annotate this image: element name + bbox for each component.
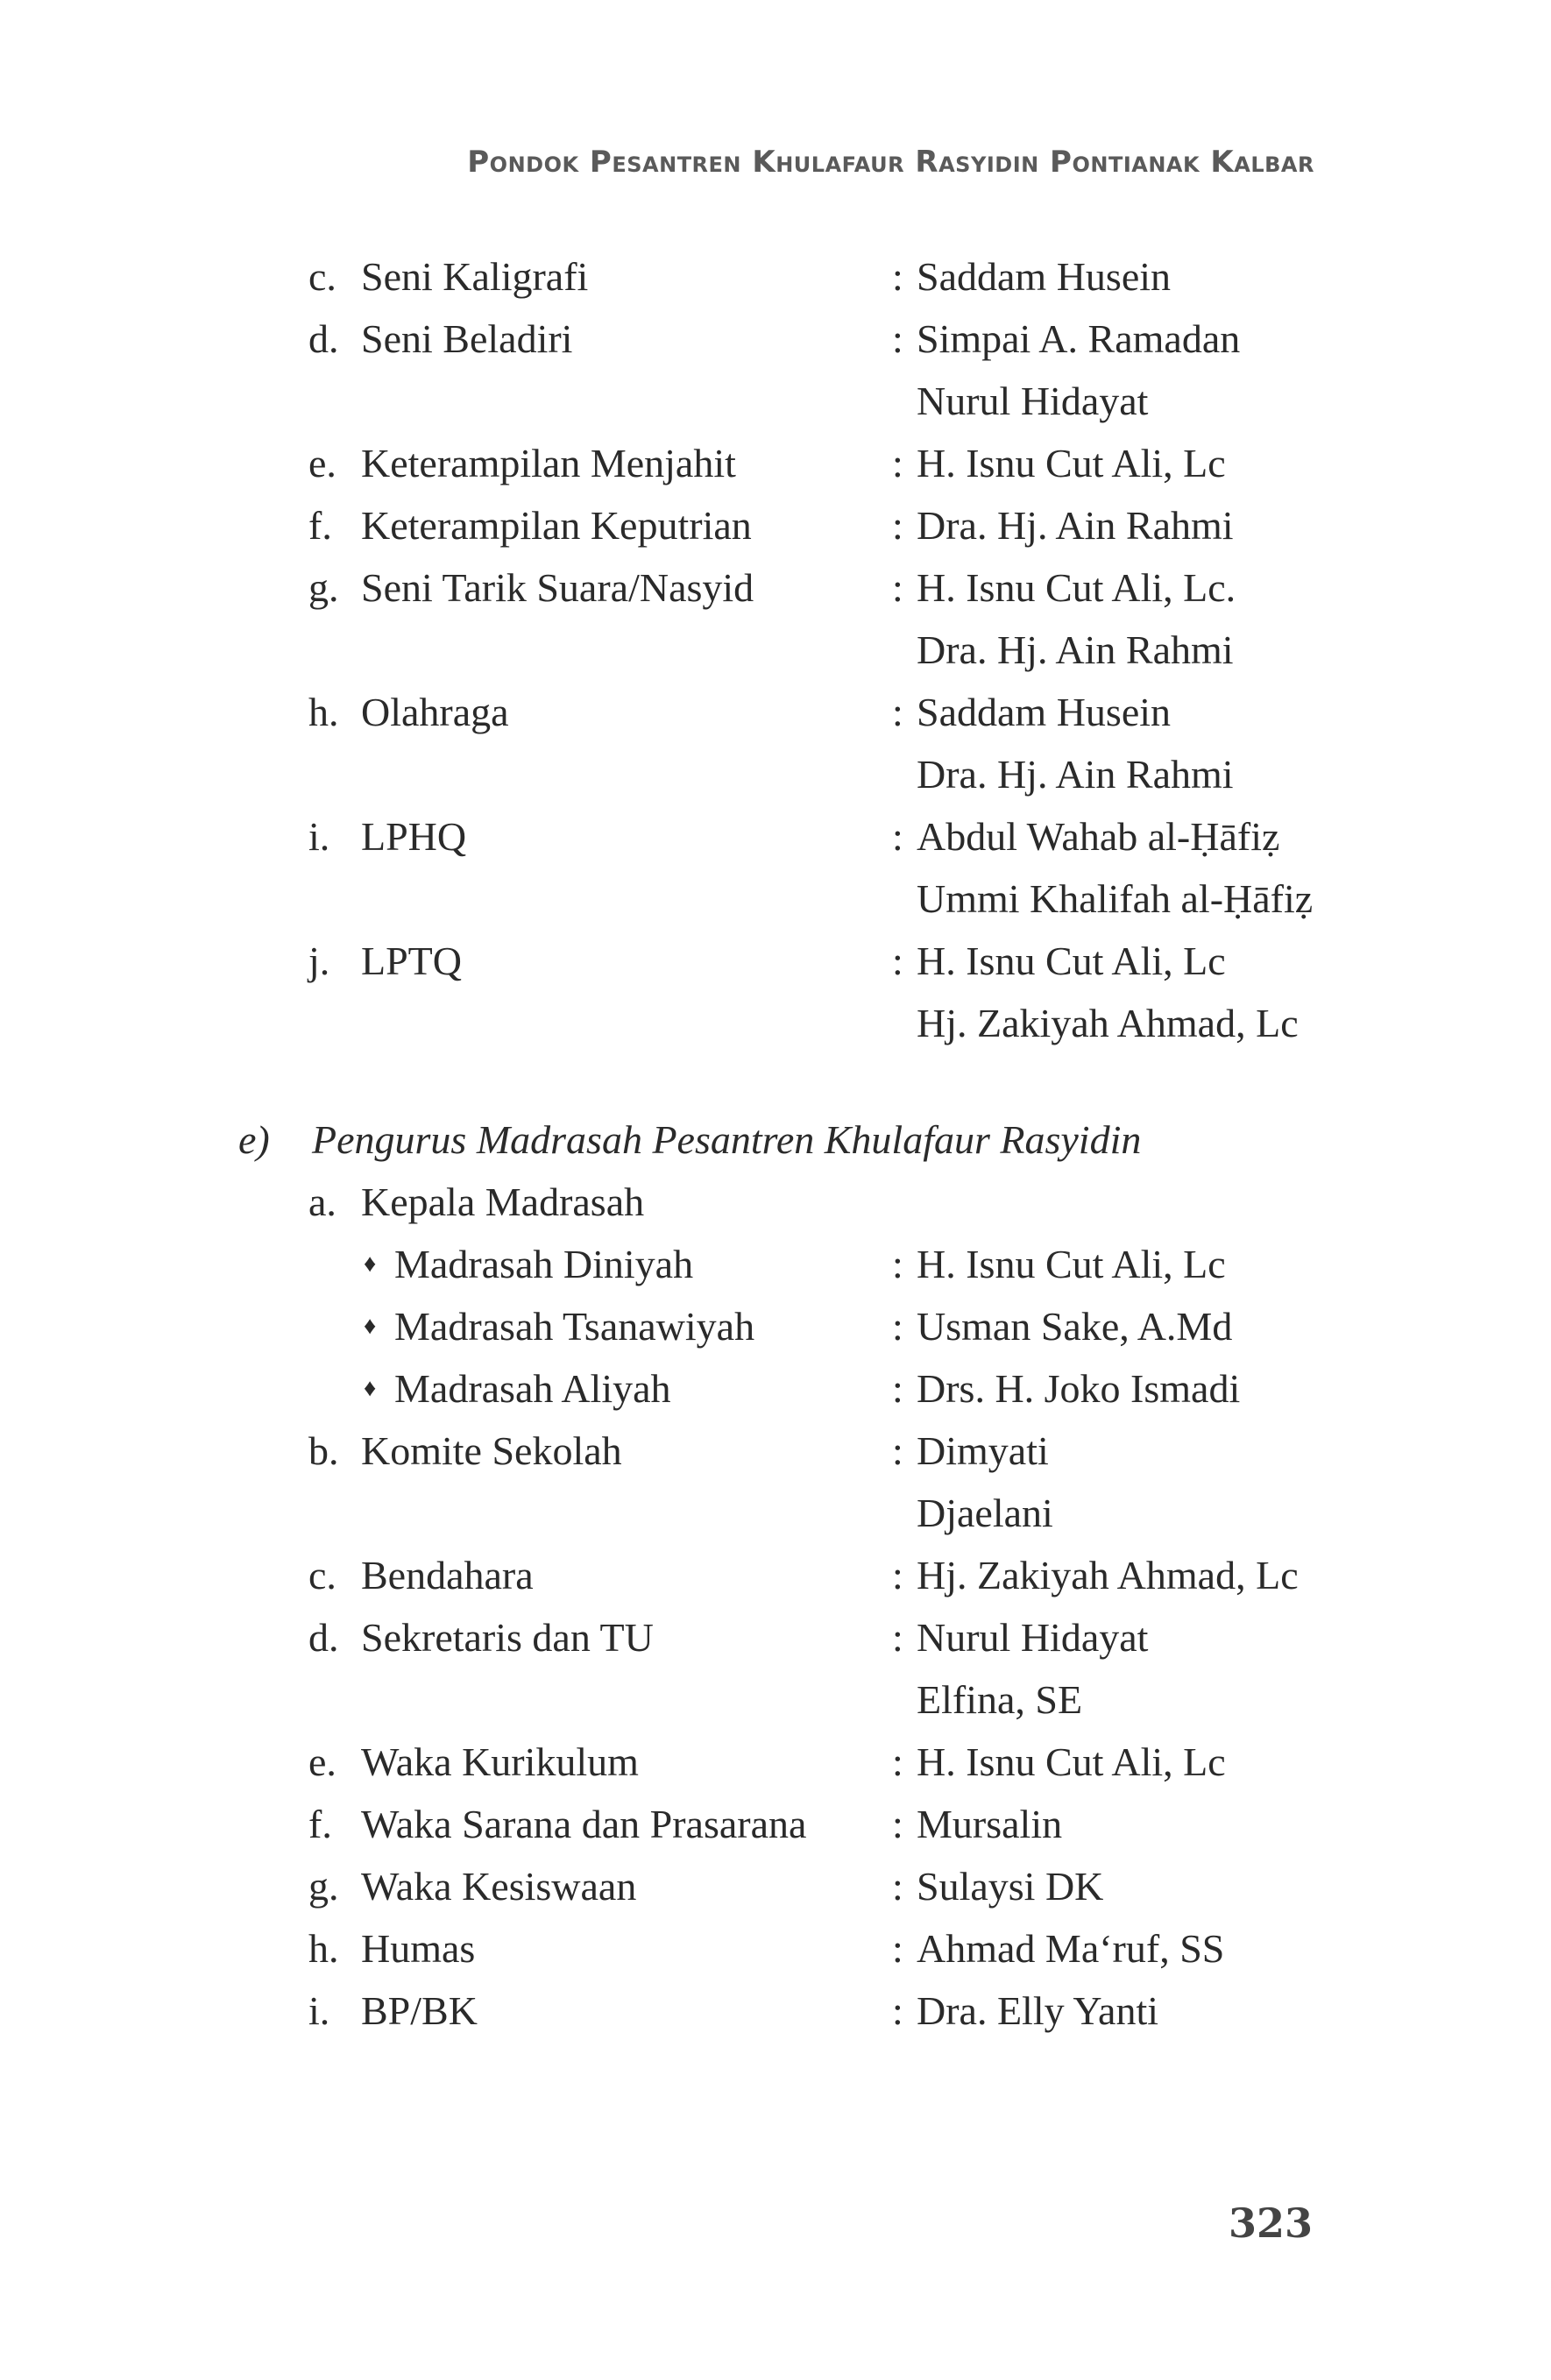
item-letter: f. (308, 1802, 332, 1846)
item-letter: i. (308, 1988, 330, 2033)
list-item-continuation (0, 370, 1551, 432)
item-label: Seni Kaligrafi (361, 254, 589, 299)
item-label: Komite Sekolah (361, 1428, 622, 1473)
item-label: Kepala Madrasah (361, 1179, 645, 1224)
item-letter: d. (308, 1615, 339, 1660)
item-value: Dra. Elly Yanti (917, 1988, 1158, 2033)
list-item (0, 1980, 1551, 2042)
list-item (0, 556, 1551, 619)
item-letter: g. (308, 1864, 339, 1909)
item-value: Elfina, SE (917, 1677, 1083, 1722)
colon-separator: : (892, 690, 903, 734)
item-letter: d. (308, 316, 339, 361)
list-item (0, 1544, 1551, 1606)
item-letter: i. (308, 814, 330, 859)
item-value: Mursalin (917, 1802, 1063, 1846)
colon-separator: : (892, 1802, 903, 1846)
list-item (0, 681, 1551, 743)
item-label: Madrasah Aliyah (394, 1366, 671, 1411)
item-value: Djaelani (917, 1491, 1053, 1535)
item-letter: g. (308, 565, 339, 610)
diamond-bullet-icon: ♦ (364, 1313, 377, 1340)
item-letter: f. (308, 503, 332, 548)
colon-separator: : (892, 441, 903, 485)
item-letter: e. (308, 1739, 336, 1784)
item-value: H. Isnu Cut Ali, Lc. (917, 565, 1236, 610)
section-number: e) (238, 1117, 270, 1162)
colon-separator: : (892, 1926, 903, 1971)
sub-list-item (0, 1233, 1551, 1295)
list-item (0, 805, 1551, 868)
colon-separator: : (892, 1615, 903, 1660)
list-item (0, 1171, 1551, 1233)
item-value: Ahmad Ma‘ruf, SS (917, 1926, 1225, 1971)
item-value: Drs. H. Joko Ismadi (917, 1366, 1241, 1411)
diamond-bullet-icon: ♦ (364, 1250, 377, 1278)
colon-separator: : (892, 1553, 903, 1597)
item-value: Sulaysi DK (917, 1864, 1104, 1909)
item-value: Nurul Hidayat (917, 1615, 1149, 1660)
item-label: BP/BK (361, 1988, 478, 2033)
item-label: Madrasah Tsanawiyah (394, 1304, 755, 1349)
colon-separator: : (892, 814, 903, 859)
page-number: 323 (1228, 2199, 1313, 2247)
item-letter: a. (308, 1179, 336, 1224)
item-value: H. Isnu Cut Ali, Lc (917, 441, 1226, 485)
list-item-continuation (0, 619, 1551, 681)
item-value: Ummi Khalifah al-Ḥāfiẓ (917, 876, 1314, 921)
item-value: Saddam Husein (917, 254, 1172, 299)
item-value: Hj. Zakiyah Ahmad, Lc (917, 1001, 1299, 1045)
item-label: Madrasah Diniyah (394, 1242, 694, 1286)
item-letter: j. (308, 939, 330, 983)
list-item-continuation (0, 992, 1551, 1054)
sub-list-item (0, 1357, 1551, 1420)
item-value: Dra. Hj. Ain Rahmi (917, 503, 1234, 548)
item-letter: c. (308, 1553, 336, 1597)
item-value: Usman Sake, A.Md (917, 1304, 1233, 1349)
list-item (0, 1793, 1551, 1855)
list-item (0, 432, 1551, 494)
item-value: H. Isnu Cut Ali, Lc (917, 1739, 1226, 1784)
diamond-bullet-icon: ♦ (364, 1375, 377, 1402)
list-item (0, 1855, 1551, 1917)
list-item (0, 308, 1551, 370)
item-label: Humas (361, 1926, 476, 1971)
madrasah-officials-list (0, 1420, 1551, 2042)
list-item-continuation (0, 743, 1551, 805)
colon-separator: : (892, 1739, 903, 1784)
colon-separator: : (892, 1988, 903, 2033)
list-item (0, 494, 1551, 556)
colon-separator: : (892, 316, 903, 361)
colon-separator: : (892, 254, 903, 299)
running-header: Pondok Pesantren Khulafaur Rasyidin Pontianak Kalbar (467, 145, 1314, 180)
item-value: Saddam Husein (917, 690, 1172, 734)
item-label: Seni Tarik Suara/Nasyid (361, 565, 754, 610)
item-label: LPTQ (361, 939, 462, 983)
colon-separator: : (892, 1428, 903, 1473)
item-value: Nurul Hidayat (917, 379, 1149, 423)
item-value: Dra. Hj. Ain Rahmi (917, 627, 1234, 672)
item-letter: c. (308, 254, 336, 299)
list-item-continuation (0, 868, 1551, 930)
item-label: Seni Beladiri (361, 316, 573, 361)
activity-list (0, 245, 1551, 1054)
colon-separator: : (892, 939, 903, 983)
list-item (0, 1731, 1551, 1793)
item-letter: e. (308, 441, 336, 485)
item-label: Keterampilan Menjahit (361, 441, 736, 485)
item-value: Hj. Zakiyah Ahmad, Lc (917, 1553, 1299, 1597)
item-label: Waka Kesiswaan (361, 1864, 637, 1909)
item-value: Dimyati (917, 1428, 1049, 1473)
list-item (0, 245, 1551, 308)
colon-separator: : (892, 503, 903, 548)
list-item (0, 930, 1551, 992)
colon-separator: : (892, 565, 903, 610)
item-label: Waka Kurikulum (361, 1739, 639, 1784)
item-value: H. Isnu Cut Ali, Lc (917, 939, 1226, 983)
item-label: Sekretaris dan TU (361, 1615, 654, 1660)
item-label: Olahraga (361, 690, 509, 734)
item-value: Abdul Wahab al-Ḥāfiẓ (917, 814, 1280, 859)
item-letter: h. (308, 1926, 339, 1971)
kepala-madrasah-list (0, 1171, 1551, 1420)
item-value: Simpai A. Ramadan (917, 316, 1241, 361)
colon-separator: : (892, 1366, 903, 1411)
list-item (0, 1606, 1551, 1668)
item-label: Keterampilan Keputrian (361, 503, 752, 548)
list-item (0, 1917, 1551, 1980)
item-value: Dra. Hj. Ain Rahmi (917, 752, 1234, 797)
sub-list-item (0, 1295, 1551, 1357)
item-letter: h. (308, 690, 339, 734)
list-item-continuation (0, 1668, 1551, 1731)
list-item (0, 1420, 1551, 1482)
item-label: LPHQ (361, 814, 467, 859)
colon-separator: : (892, 1304, 903, 1349)
colon-separator: : (892, 1864, 903, 1909)
item-label: Bendahara (361, 1553, 534, 1597)
item-label: Waka Sarana dan Prasarana (361, 1802, 807, 1846)
section-title: Pengurus Madrasah Pesantren Khulafaur Rasyidin (312, 1117, 1142, 1162)
item-value: H. Isnu Cut Ali, Lc (917, 1242, 1226, 1286)
list-item-continuation (0, 1482, 1551, 1544)
item-letter: b. (308, 1428, 339, 1473)
colon-separator: : (892, 1242, 903, 1286)
